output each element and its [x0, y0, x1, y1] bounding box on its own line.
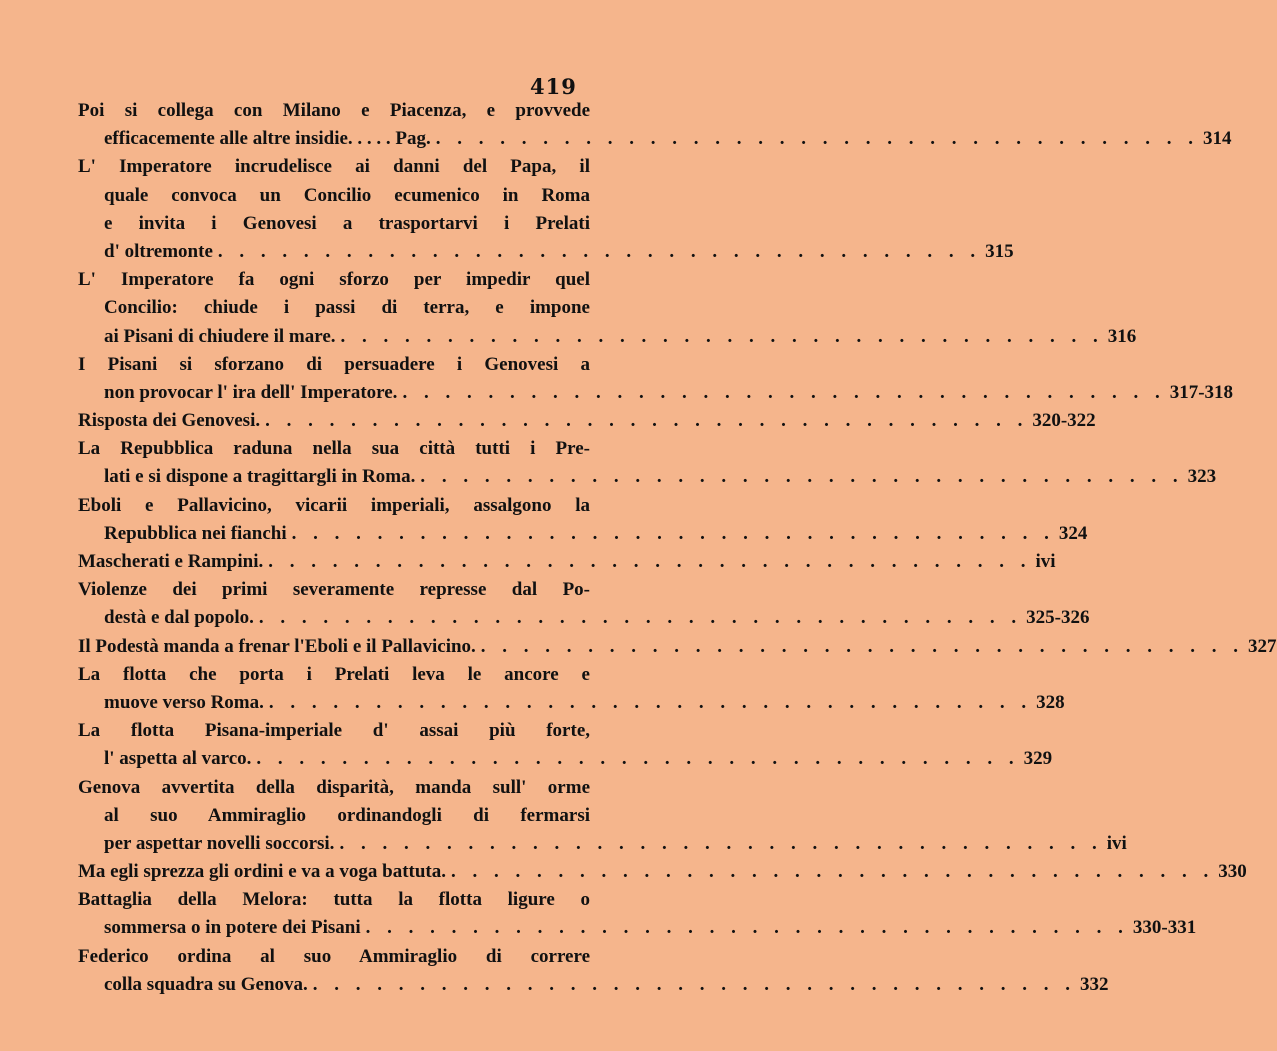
entry-text: Il Podestà manda a frenar l'Eboli e il Pallavicino. — [78, 635, 476, 657]
entry-text-line: Poi si collega con Milano e Piacenza, e provvede — [78, 100, 590, 121]
entry-text: colla squadra su Genova. — [104, 973, 308, 995]
entry-last-line — [78, 604, 1090, 632]
index-entry — [78, 576, 1090, 632]
entry-last-line — [78, 689, 1065, 717]
entry-text-line: Eboli e Pallavicino, vicarii imperiali, assalgono la — [78, 494, 590, 516]
entry-page-ref: 320-322 — [1032, 410, 1096, 432]
entry-page-ref: ivi — [1035, 551, 1056, 572]
entry-text: l' aspetta al varco. — [104, 748, 252, 770]
entry-last-line — [78, 745, 1053, 773]
entry-page-ref: 314 — [1203, 128, 1232, 150]
dot-leader: . . . . . . . . . . . . . . . . . . . . . . . . . . . . . . . . . . . . — [256, 748, 1020, 770]
index-entry — [78, 661, 1065, 717]
entry-last-line — [78, 323, 1137, 351]
entry-text-line: I Pisani si sforzano di persuadere i Genovesi a — [78, 353, 590, 375]
entry-last-line — [78, 914, 1197, 942]
index-entry — [78, 266, 1137, 351]
dot-leader: . . . . . . . . . . . . . . . . . . . . . . . . . . . . . . . . . . . . — [339, 832, 1103, 854]
index-entry — [78, 717, 1053, 773]
entry-last-line — [78, 971, 1109, 999]
entry-last-line — [78, 379, 1234, 407]
entry-text-line: L' Imperatore incrudelisce ai danni del Papa, il — [78, 156, 590, 178]
entry-text: d' oltremonte — [104, 240, 213, 262]
entry-page-ref: 330-331 — [1132, 917, 1197, 939]
entry-page-ref: 315 — [985, 240, 1014, 262]
entry-page-ref: 327 — [1248, 635, 1277, 657]
entry-text: sommersa o in potere dei Pisani — [104, 917, 361, 939]
entry-last-line — [78, 830, 1127, 858]
entry-last-line — [78, 633, 1277, 661]
entry-page-ref: 332 — [1080, 973, 1109, 995]
entry-text: Repubblica nei fianchi — [104, 522, 287, 544]
entry-text-line: Battaglia della Melora: tutta la flotta ligure o — [78, 889, 590, 911]
entry-page-ref: 324 — [1058, 522, 1088, 544]
dot-leader: . . . . . . . . . . . . . . . . . . . . . . . . . . . . . . . . . . . . — [268, 691, 1033, 713]
index-entry — [78, 633, 1277, 661]
dot-leader: . . . . . . . . . . . . . . . . . . . . . . . . . . . . . . . . . . . . — [480, 635, 1245, 657]
dot-leader: . . . . . . . . . . . . . . . . . . . . . . . . . . . . . . . . . . . . — [217, 240, 982, 262]
dot-leader: . . . . . . . . . . . . . . . . . . . . . . . . . . . . . . . . . . . . — [312, 973, 1077, 995]
entry-text: Ma egli sprezza gli ordini e va a voga battuta. — [78, 861, 447, 883]
entry-text: ai Pisani di chiudere il mare. — [104, 325, 336, 347]
entry-page-ref: ivi — [1106, 832, 1127, 854]
index-entry — [78, 492, 1088, 548]
entry-text: destà e dal popolo. — [104, 607, 254, 629]
dot-leader: . . . . . . . . . . . . . . . . . . . . . . . . . . . . . . . . . . . . — [291, 522, 1055, 544]
index-entry — [78, 407, 1096, 435]
entry-text-line: Genova avvertita della disparità, manda sull' orme — [78, 776, 590, 798]
dot-leader: . . . . . . . . . . . . . . . . . . . . . . . . . . . . . . . . . . . . — [268, 551, 1032, 572]
index-entry — [78, 774, 1127, 859]
entry-page-ref: 330 — [1218, 861, 1247, 883]
index-entry — [78, 97, 1232, 153]
index-entry — [78, 153, 1014, 266]
index-entry — [78, 886, 1197, 942]
entry-last-line — [78, 407, 1096, 435]
entry-text-line: e invita i Genovesi a trasportarvi i Prelati — [104, 212, 590, 234]
entry-page-ref: 328 — [1036, 691, 1065, 713]
entry-text: lati e si dispone a tragittargli in Roma. — [104, 466, 416, 488]
dot-leader: . . . . . . . . . . . . . . . . . . . . . . . . . . . . . . . . . . . . — [258, 607, 1023, 629]
entry-text: efficacemente alle altre insidie. . . . . Pag. — [104, 128, 431, 150]
index-entry — [78, 943, 1109, 999]
entry-text-line: quale convoca un Concilio ecumenico in Roma — [104, 184, 590, 206]
entry-last-line — [78, 125, 1232, 153]
entry-text-line: Federico ordina al suo Ammiraglio di correre — [78, 945, 590, 967]
page-number: 419 — [530, 74, 577, 99]
dot-leader: . . . . . . . . . . . . . . . . . . . . . . . . . . . . . . . . . . . . — [265, 410, 1029, 432]
entry-text-line: La flotta Pisana-imperiale d' assai più forte, — [78, 720, 590, 742]
table-of-contents — [78, 97, 1277, 999]
dot-leader: . . . . . . . . . . . . . . . . . . . . . . . . . . . . . . . . . . . . — [435, 128, 1200, 150]
dot-leader: . . . . . . . . . . . . . . . . . . . . . . . . . . . . . . . . . . . . — [340, 325, 1104, 347]
entry-text: Risposta dei Genovesi. — [78, 410, 261, 432]
entry-last-line — [78, 520, 1088, 548]
entry-text: non provocar l' ira dell' Imperatore. — [104, 381, 398, 403]
entry-text-line: Violenze dei primi severamente represse dal Po- — [78, 579, 590, 601]
entry-page-ref: 323 — [1187, 466, 1217, 488]
entry-text-line: L' Imperatore fa ogni sforzo per impedir quel — [78, 269, 590, 291]
entry-text: per aspettar novelli soccorsi. — [104, 832, 335, 854]
index-entry — [78, 351, 1234, 407]
index-entry — [78, 548, 1056, 576]
entry-last-line — [78, 858, 1247, 886]
entry-page-ref: 317-318 — [1169, 381, 1234, 403]
entry-page-ref: 329 — [1023, 748, 1053, 770]
entry-text: muove verso Roma. — [104, 691, 264, 713]
entry-text-line: Concilio: chiude i passi di terra, e impone — [104, 297, 590, 319]
index-entry — [78, 858, 1247, 886]
index-entry — [78, 435, 1217, 491]
entry-page-ref: 325-326 — [1026, 607, 1090, 629]
entry-last-line — [78, 463, 1217, 491]
entry-text-line: al suo Ammiraglio ordinandogli di fermarsi — [104, 804, 590, 826]
dot-leader: . . . . . . . . . . . . . . . . . . . . . . . . . . . . . . . . . . . . — [420, 466, 1184, 488]
entry-text-line: La flotta che porta i Prelati leva le ancore e — [78, 663, 590, 685]
entry-text: Mascherati e Rampini. — [78, 551, 264, 572]
dot-leader: . . . . . . . . . . . . . . . . . . . . . . . . . . . . . . . . . . . . — [402, 381, 1166, 403]
entry-page-ref: 316 — [1107, 325, 1137, 347]
dot-leader: . . . . . . . . . . . . . . . . . . . . . . . . . . . . . . . . . . . . — [365, 917, 1129, 939]
dot-leader: . . . . . . . . . . . . . . . . . . . . . . . . . . . . . . . . . . . . — [451, 861, 1215, 883]
entry-last-line — [78, 548, 1056, 576]
entry-last-line — [78, 238, 1014, 266]
entry-text-line: La Repubblica raduna nella sua città tutti i Pre- — [78, 438, 590, 460]
